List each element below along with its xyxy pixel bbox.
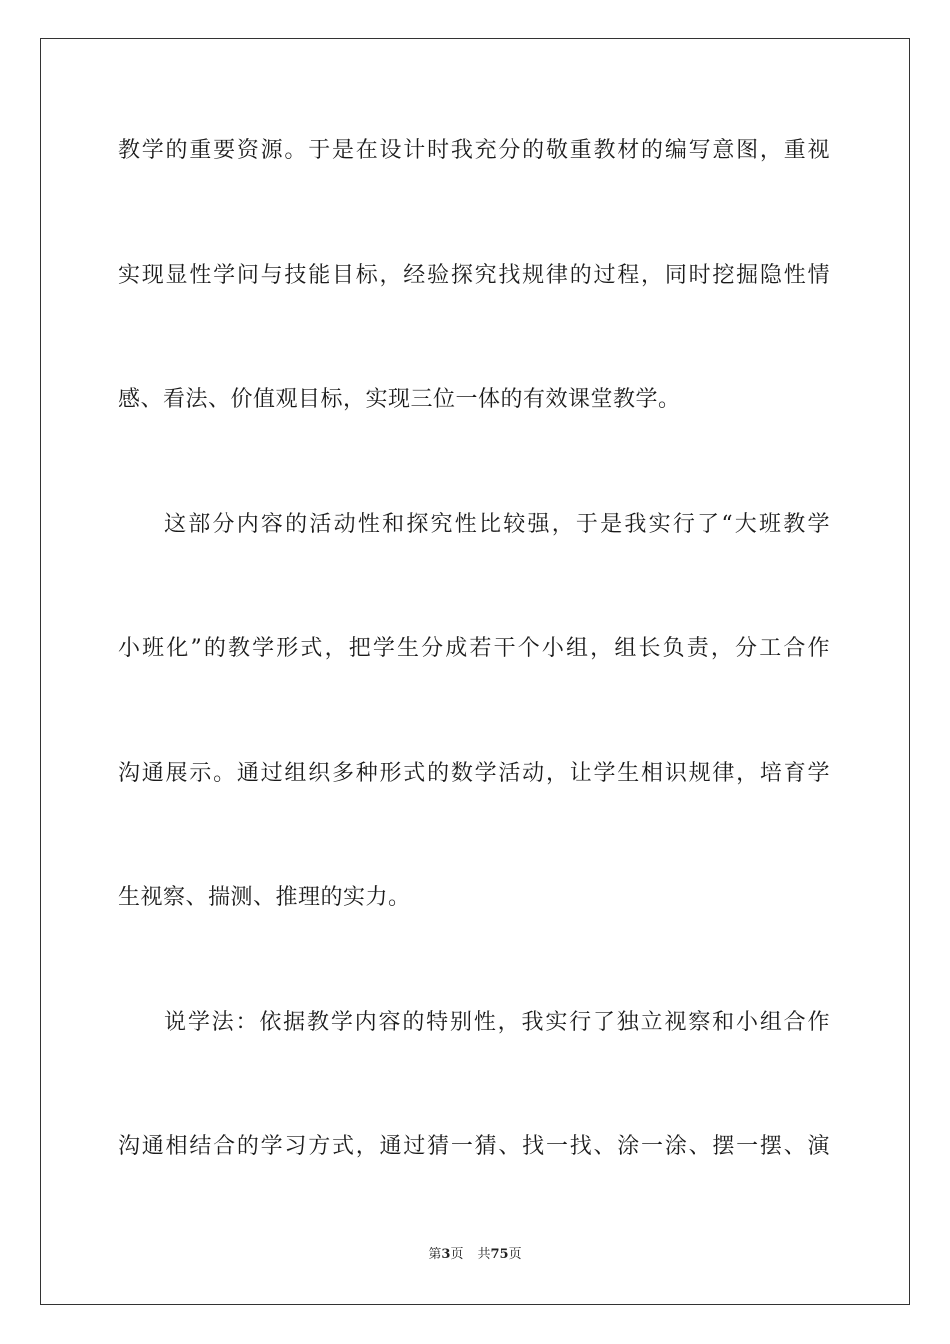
text-line-4: 这部分内容的活动性和探究性比较强，于是我实行了“大班教学	[164, 512, 830, 537]
text-line-1: 教学的重要资源。于是在设计时我充分的敬重教材的编写意图，重视	[118, 138, 830, 163]
text-line-3: 感、看法、价值观目标，实现三位一体的有效课堂教学。	[118, 387, 681, 412]
page-number: 3	[441, 1247, 451, 1262]
total-prefix: 共	[477, 1247, 491, 1262]
total-suffix: 页	[508, 1247, 522, 1262]
page-footer	[0, 1246, 950, 1264]
page-suffix: 页	[450, 1247, 464, 1262]
text-line-7: 生视察、揣测、推理的实力。	[118, 885, 411, 910]
page-prefix: 第	[428, 1247, 442, 1262]
total-pages: 75	[490, 1247, 509, 1262]
text-line-9: 沟通相结合的学习方式，通过猜一猜、找一找、涂一涂、摆一摆、演	[118, 1134, 830, 1159]
text-line-2: 实现显性学问与技能目标，经验探究找规律的过程，同时挖掘隐性情	[118, 263, 830, 288]
page-border	[40, 38, 910, 1305]
text-line-5: 小班化”的教学形式，把学生分成若干个小组，组长负责，分工合作	[118, 636, 830, 661]
text-line-8: 说学法：依据教学内容的特别性，我实行了独立视察和小组合作	[164, 1010, 830, 1035]
text-line-6: 沟通展示。通过组织多种形式的数学活动，让学生相识规律，培育学	[118, 761, 830, 786]
